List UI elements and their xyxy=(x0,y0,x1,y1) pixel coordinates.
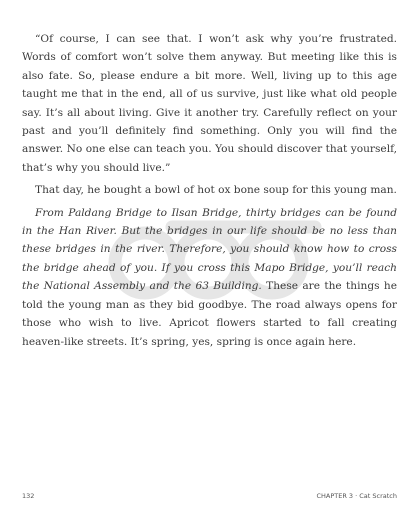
paragraph-soup xyxy=(22,181,397,199)
paragraph-text: That day, he bought a bowl of hot ox bone soup for this young man. xyxy=(35,184,397,197)
paragraph-text: “Of course, I can see that. I won’t ask why you’re frustrated. Words of comfort won’t solve them anyway. But meeting like this is also fate. So, please endure a bit more. Well, living up to this age taught me that in the end, all of us survive, just like what old people say. It’s all about living. Give it another try. Carefully reflect on your past and you’ll definitely find something. Only you will find the answer. No one else can teach you. You should discover that yourself, that’s why you should live.” xyxy=(22,33,397,174)
paragraph-dialogue xyxy=(22,30,397,177)
page-number: 132 xyxy=(22,492,35,500)
paragraph-text: These are the things he told the young man as they bid goodbye. The road always opens for those who wish to live. Apricot flowers started to fall creating heaven-like streets. It’s spring, yes, spring is once again here. xyxy=(22,280,397,348)
running-head: CHAPTER 3 · Cat Scratch xyxy=(316,492,397,500)
page-body-text xyxy=(22,30,397,355)
page-footer xyxy=(22,492,397,504)
paragraph-italic-text: From Paldang Bridge to Ilsan Bridge, thirty bridges can be found in the Han River. But the bridges in our life should be no less than these bridges in the river. Therefore, you should know how to cross the bridge ahead of you. If you cross this Mapo Bridge, you’ll reach the National Assembly and the 63 Building. xyxy=(22,206,397,293)
paragraph-bridges xyxy=(22,204,397,351)
